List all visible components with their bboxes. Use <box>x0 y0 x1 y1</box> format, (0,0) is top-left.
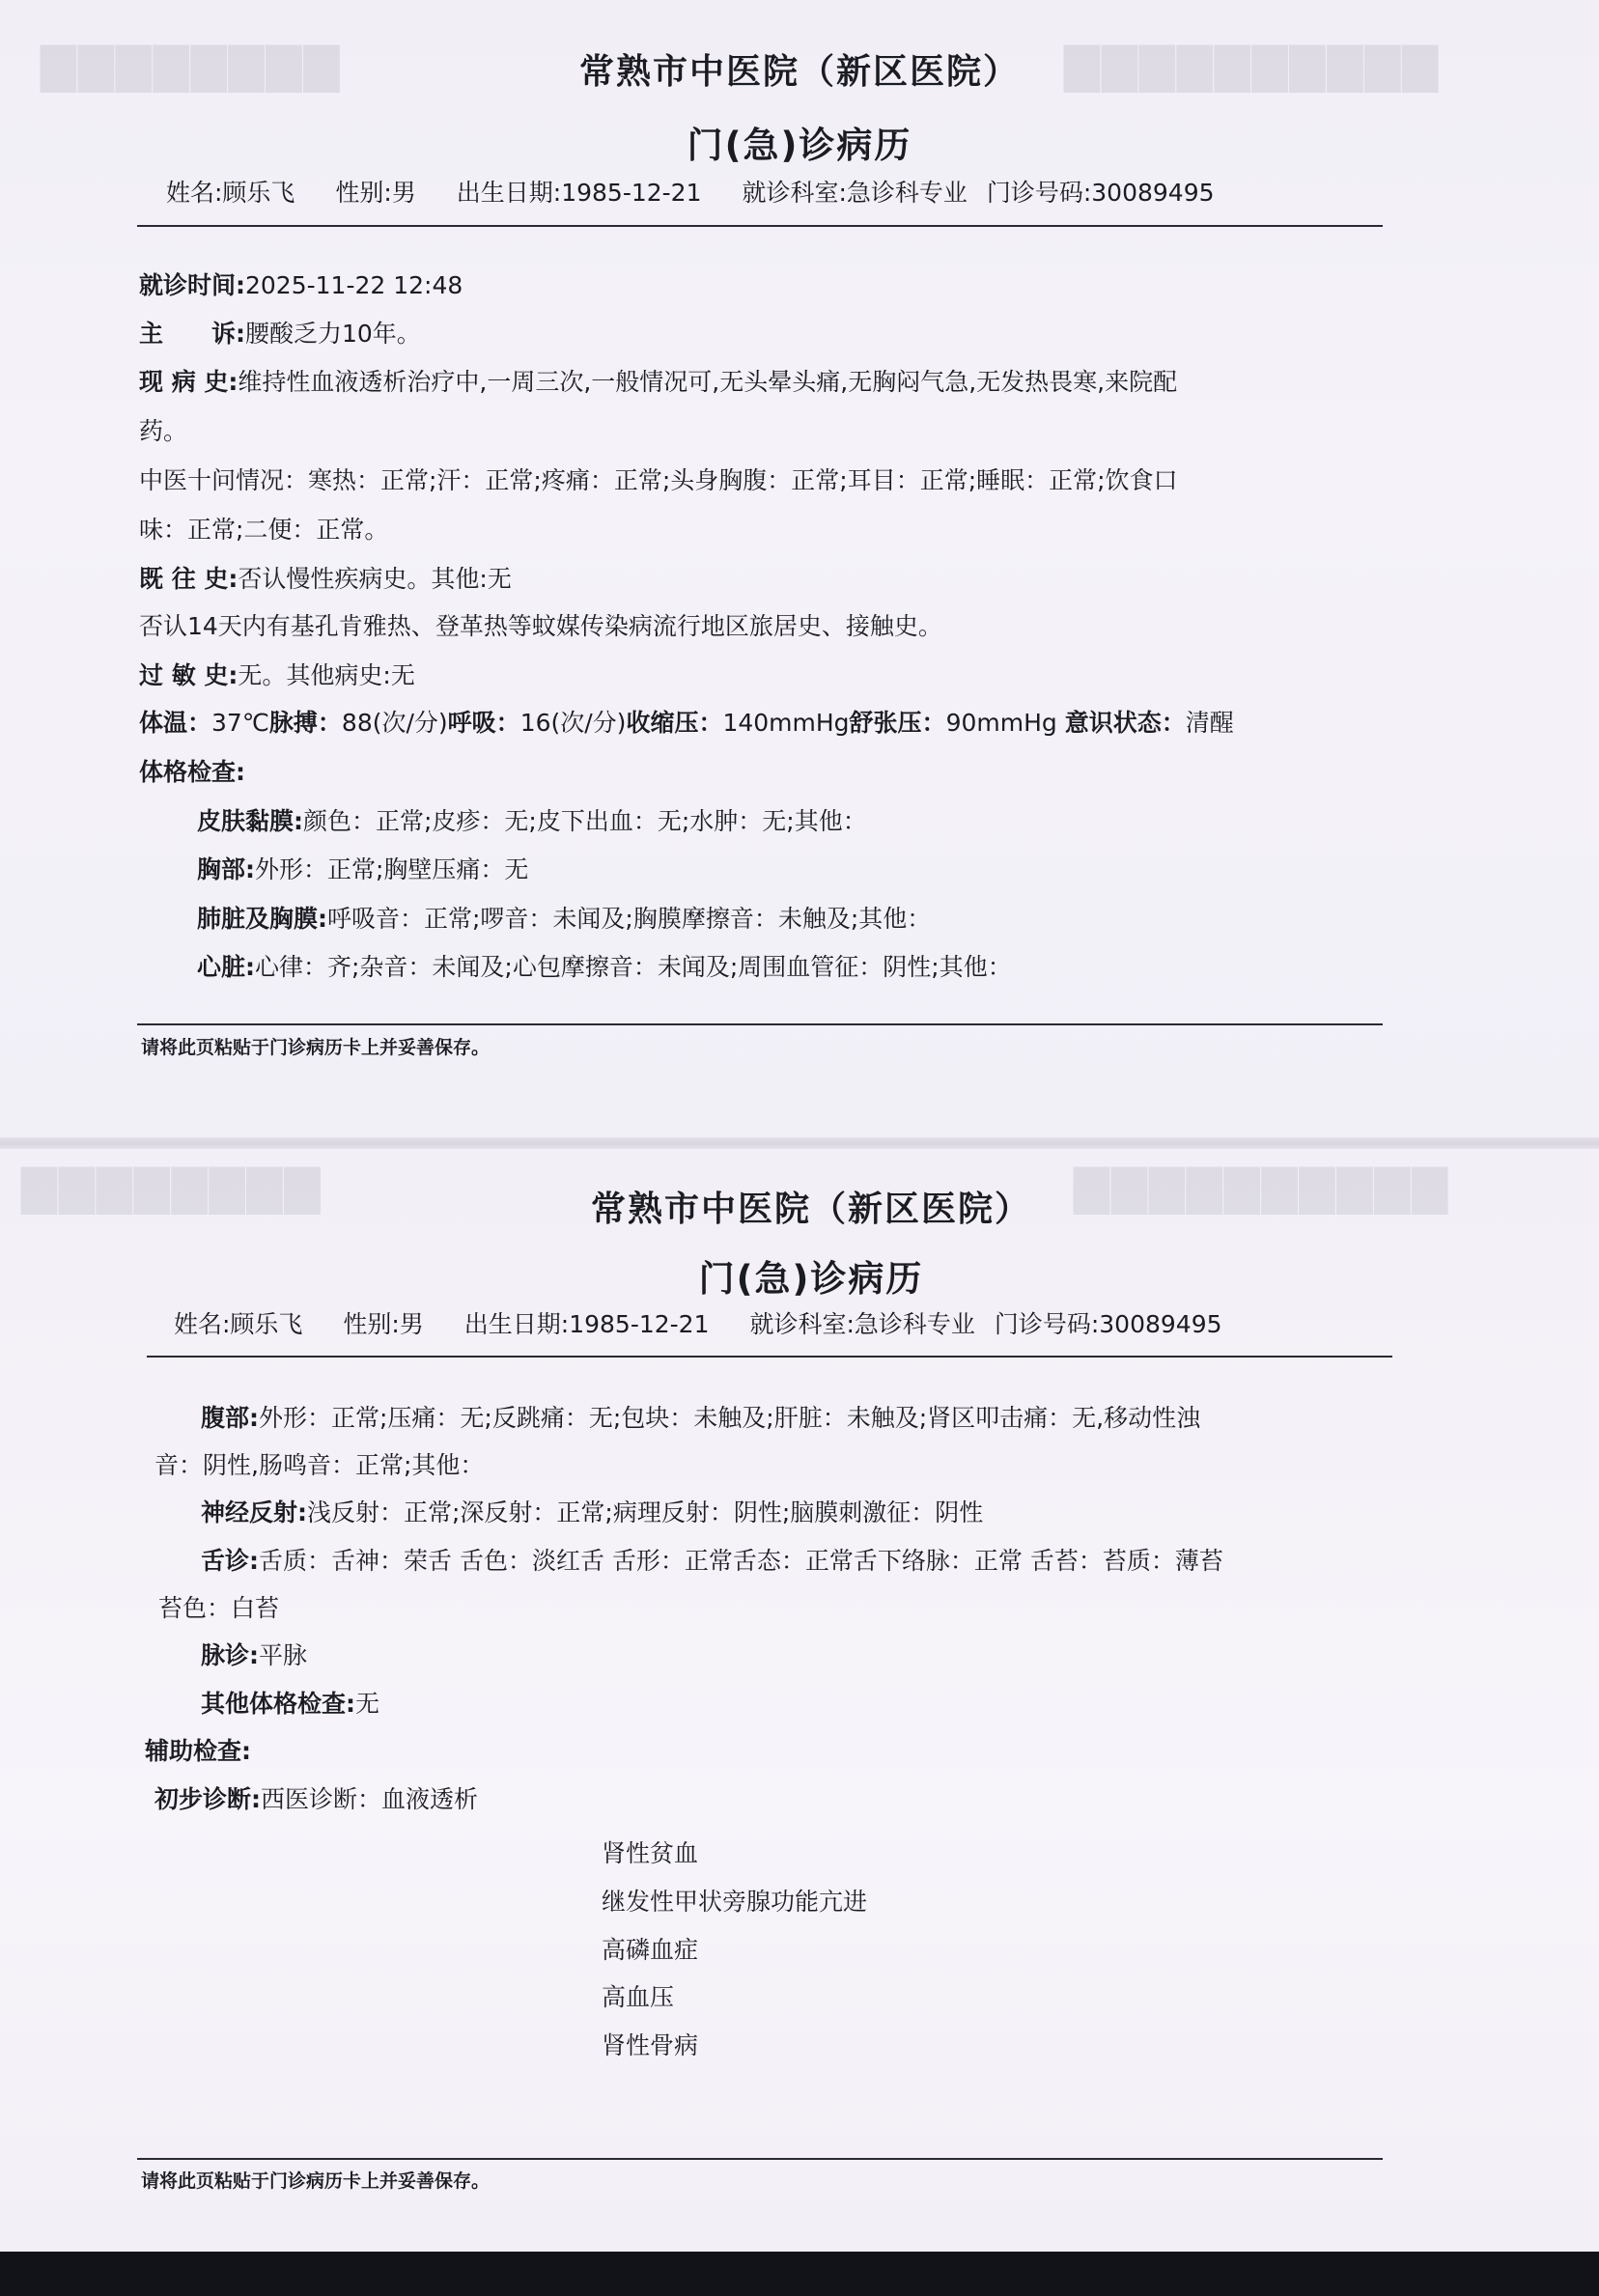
chief-complaint-value: 腰酸乏力10年。 <box>245 320 421 348</box>
hpi-label: 现 病 史: <box>139 368 238 396</box>
diagnosis-item: 高血压 <box>602 1983 675 2011</box>
other-exam-row <box>201 1688 379 1721</box>
bleed-through-text: ▇▇▇▇▇▇▇▇ <box>39 39 340 93</box>
lung-label: 肺脏及胸膜: <box>197 905 327 933</box>
patient-dob: 出生日期:1985-12-21 <box>463 1310 710 1338</box>
bleed-through-text: ▇▇▇▇▇▇▇▇▇▇ <box>1072 1161 1448 1215</box>
hpi-text-2: 药。 <box>139 417 188 445</box>
pulse-diagnosis-label: 脉诊: <box>201 1641 259 1669</box>
diagnosis-item: 继发性甲状旁腺功能亢进 <box>602 1888 868 1916</box>
pulse-diagnosis-value: 平脉 <box>259 1641 308 1669</box>
visit-time-label: 就诊时间: <box>139 271 245 299</box>
pulse-diagnosis-row <box>201 1639 307 1672</box>
lung-value: 呼吸音：正常;啰音：未闻及;胸膜摩擦音：未触及;其他： <box>327 905 932 933</box>
lung-row <box>197 903 931 936</box>
tcm-inquiry-1: 中医十问情况：寒热：正常;汗：正常;疼痛：正常;头身胸腹：正常;耳目：正常;睡眠：正常;饮食口 <box>139 466 1178 494</box>
patient-name: 姓名:顾乐飞 <box>174 1310 303 1338</box>
patient-name: 姓名:顾乐飞 <box>166 179 295 207</box>
patient-dept: 就诊科室:急诊科专业 <box>742 179 968 207</box>
past-history-label: 既 往 史: <box>139 565 238 593</box>
neuro-row <box>201 1497 983 1529</box>
heart-value: 心律：齐;杂音：未闻及;心包摩擦音：未闻及;周围血管征：阴性;其他： <box>255 953 1012 981</box>
record-page-2 <box>0 1149 1599 2252</box>
neuro-label: 神经反射: <box>201 1498 307 1526</box>
patient-clinic-no: 门诊号码:30089495 <box>994 1310 1222 1338</box>
tongue-label: 舌诊: <box>201 1547 259 1575</box>
bleed-through-text: ▇▇▇▇▇▇▇▇ <box>19 1161 321 1215</box>
visit-time-row <box>139 269 463 302</box>
hpi-row <box>139 366 1177 399</box>
record-title: 门(急)诊病历 <box>687 125 912 166</box>
dbp-label: 舒张压： <box>849 709 946 737</box>
allergy-label: 过 敏 史: <box>139 661 238 689</box>
scan-background <box>0 2252 1599 2296</box>
pulse-value: 88(次/分) <box>341 709 448 737</box>
patient-info <box>166 174 1215 209</box>
vital-signs-row <box>139 707 1234 740</box>
resp-label: 呼吸： <box>447 709 520 737</box>
footer-divider <box>137 2158 1383 2160</box>
patient-info <box>174 1305 1222 1340</box>
pulse-label: 脉搏： <box>268 709 342 737</box>
epidemiology-history: 否认14天内有基孔肯雅热、登革热等蚊媒传染病流行地区旅居史、接触史。 <box>139 612 942 640</box>
sbp-label: 收缩压： <box>626 709 723 737</box>
skin-value: 颜色：正常;皮疹：无;皮下出血：无;水肿：无;其他： <box>303 807 867 835</box>
temp-label: 体温： <box>139 709 212 737</box>
patient-clinic-no: 门诊号码:30089495 <box>986 179 1215 207</box>
sbp-value: 140mmHg <box>722 709 850 737</box>
heart-row <box>197 951 1012 984</box>
allergy-value: 无。其他病史:无 <box>238 661 415 689</box>
header-divider <box>147 1356 1392 1358</box>
temp-value: 37℃ <box>211 709 269 737</box>
abdomen-text-1: 外形：正常;压痛：无;反跳痛：无;包块：未触及;肝脏：未触及;肾区叩击痛：无,移动性浊 <box>259 1404 1201 1432</box>
chest-row <box>197 854 528 886</box>
tcm-inquiry-2: 味：正常;二便：正常。 <box>139 516 389 544</box>
consciousness-label: 意识状态： <box>1064 709 1186 737</box>
diagnosis-item: 肾性贫血 <box>602 1839 699 1867</box>
consciousness-value: 清醒 <box>1185 709 1234 737</box>
physical-exam-label: 体格检查: <box>139 758 245 786</box>
tongue-text-1: 舌质：舌神：荣舌 舌色：淡红舌 舌形：正常舌态：正常舌下络脉：正常 舌苔：苔质：薄苔 <box>259 1547 1223 1575</box>
other-exam-label: 其他体格检查: <box>201 1690 355 1718</box>
patient-sex: 性别:男 <box>335 179 416 207</box>
abdomen-text-2: 音：阴性,肠鸣音：正常;其他： <box>154 1451 485 1479</box>
footer-divider <box>137 1023 1383 1025</box>
abdomen-row <box>201 1402 1200 1435</box>
auxiliary-exam-label: 辅助检查: <box>145 1737 251 1765</box>
patient-sex: 性别:男 <box>343 1310 424 1338</box>
patient-dob: 出生日期:1985-12-21 <box>456 179 702 207</box>
chief-complaint-label: 主 诉: <box>139 320 245 348</box>
tongue-row <box>201 1545 1223 1578</box>
footer-note: 请将此页粘贴于门诊病历卡上并妥善保存。 <box>141 1037 491 1058</box>
header-divider <box>137 225 1383 227</box>
chief-complaint-row <box>139 318 421 350</box>
other-exam-value: 无 <box>355 1690 380 1718</box>
abdomen-label: 腹部: <box>201 1404 259 1432</box>
resp-value: 16(次/分) <box>519 709 627 737</box>
chest-label: 胸部: <box>197 855 255 883</box>
skin-label: 皮肤黏膜: <box>197 807 303 835</box>
patient-dept: 就诊科室:急诊科专业 <box>749 1310 975 1338</box>
visit-time-value: 2025-11-22 12:48 <box>245 271 463 299</box>
heart-label: 心脏: <box>197 953 255 981</box>
footer-note: 请将此页粘贴于门诊病历卡上并妥善保存。 <box>141 2170 491 2192</box>
hpi-text-1: 维持性血液透析治疗中,一周三次,一般情况可,无头晕头痛,无胸闷气急,无发热畏寒,来院配 <box>238 368 1178 396</box>
preliminary-diagnosis-label: 初步诊断: <box>154 1785 261 1813</box>
allergy-row <box>139 659 415 692</box>
neuro-value: 浅反射：正常;深反射：正常;病理反射：阴性;脑膜刺激征：阴性 <box>307 1498 984 1526</box>
past-history-value: 否认慢性疾病史。其他:无 <box>238 565 512 593</box>
bleed-through-text: ▇▇▇▇▇▇▇▇▇▇ <box>1062 39 1439 93</box>
tongue-text-2: 苔色：白苔 <box>158 1594 280 1622</box>
diagnosis-item: 高磷血症 <box>602 1936 699 1964</box>
chest-value: 外形：正常;胸壁压痛：无 <box>255 855 529 883</box>
preliminary-diagnosis-row <box>154 1783 478 1816</box>
hospital-name: 常熟市中医院（新区医院） <box>578 52 1020 92</box>
hospital-name: 常熟市中医院（新区医院） <box>590 1190 1031 1229</box>
past-history-row <box>139 563 512 596</box>
record-title: 门(急)诊病历 <box>698 1258 924 1300</box>
western-diagnosis: 西医诊断：血液透析 <box>261 1785 479 1813</box>
diagnosis-item: 肾性骨病 <box>602 2031 699 2059</box>
dbp-value: 90mmHg <box>945 709 1057 737</box>
skin-row <box>197 805 867 838</box>
